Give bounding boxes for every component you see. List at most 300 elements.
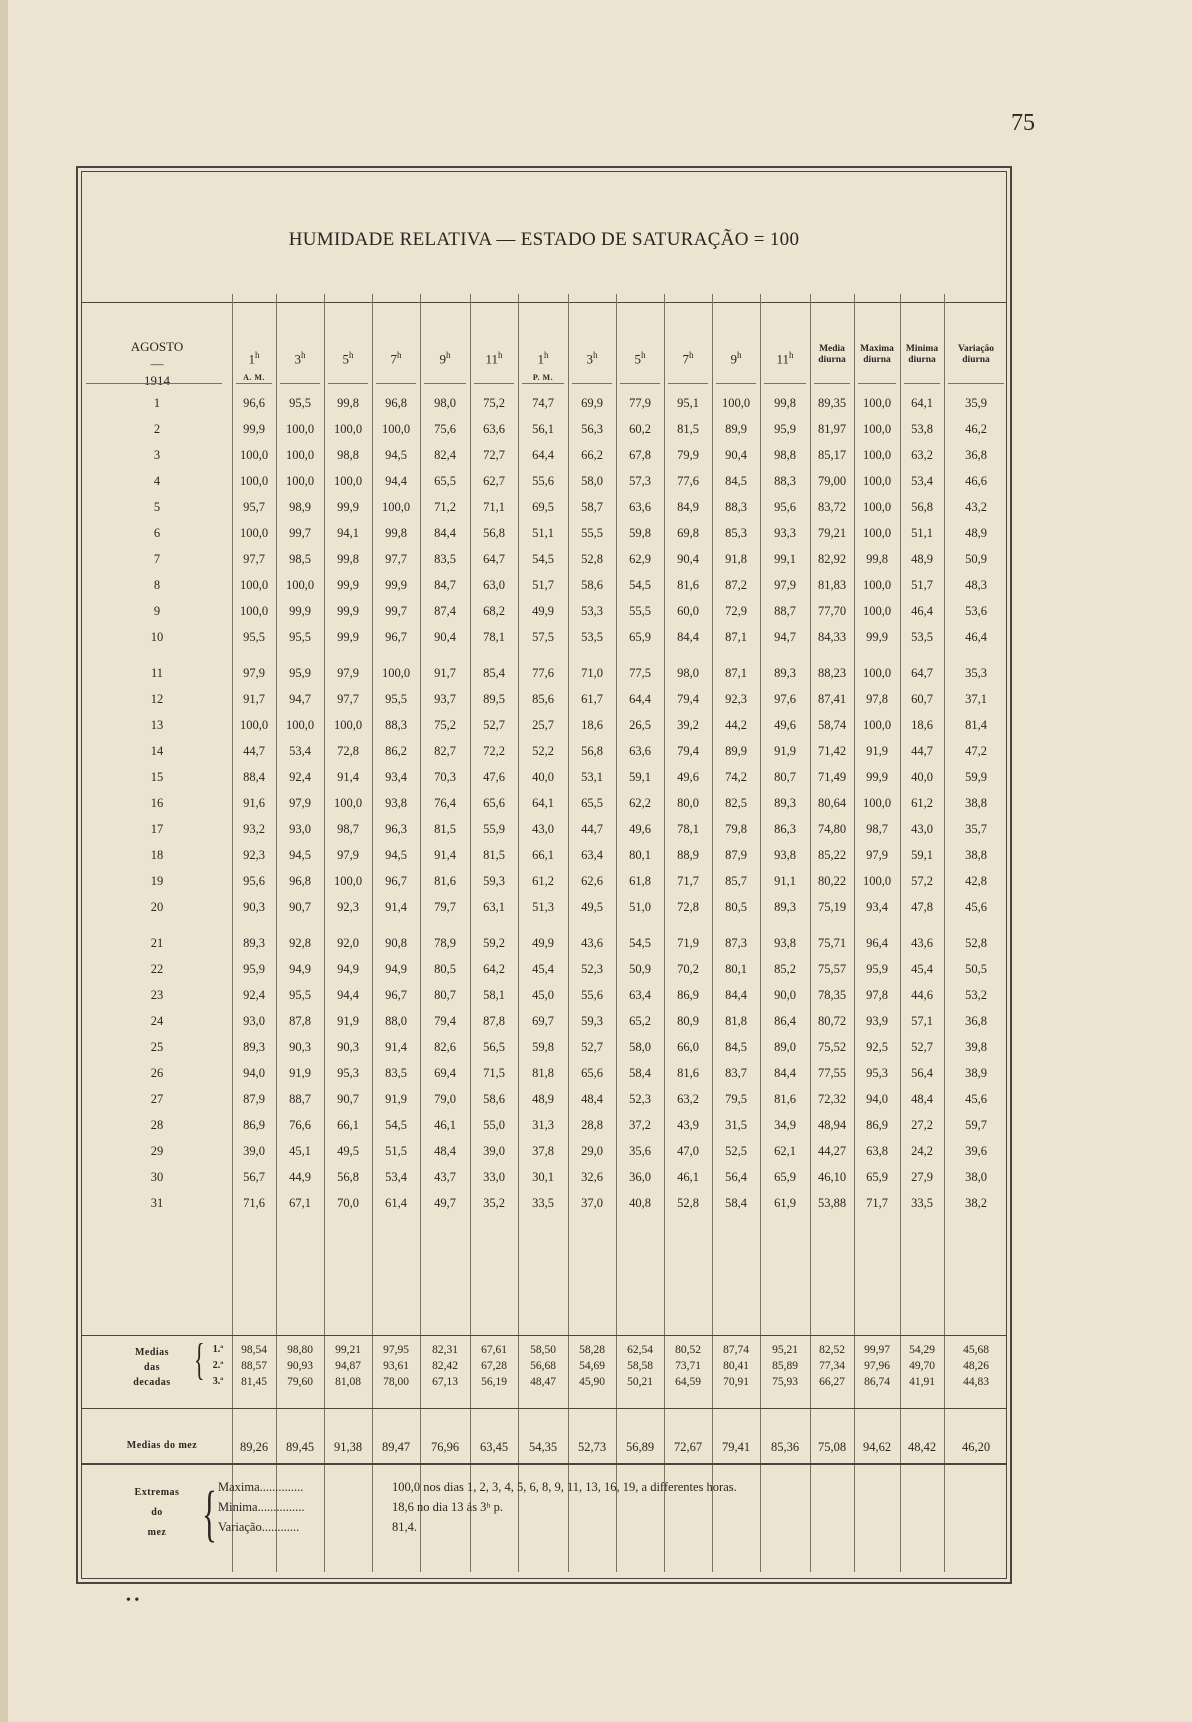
value-cell: 87,8 (289, 1014, 311, 1028)
value-cell: 90,0 (774, 988, 796, 1002)
month-mean-value: 89,26 (239, 1440, 269, 1454)
value-cell: 51,3 (532, 900, 554, 914)
value-cell: 99,8 (774, 396, 796, 410)
header-underline (236, 383, 272, 384)
stat-header-4 (944, 344, 1008, 366)
value-cell: 77,55 (817, 1066, 847, 1080)
value-cell: 51,0 (629, 900, 651, 914)
hour-suffix: h (593, 350, 598, 360)
value-cell: 43,0 (911, 822, 933, 836)
value-cell: 98,7 (866, 822, 888, 836)
value-cell: 63,2 (911, 448, 933, 462)
header-underline (474, 383, 514, 384)
value-cell: 94,5 (385, 848, 407, 862)
hour-header-11 (712, 350, 760, 373)
decade-value: 67,61 (481, 1344, 507, 1356)
value-cell: 60,7 (911, 692, 933, 706)
value-cell: 90,7 (289, 900, 311, 914)
value-cell: 96,7 (385, 988, 407, 1002)
value-cell: 40,8 (629, 1196, 651, 1210)
stat-header-line2: diurna (908, 355, 936, 365)
value-cell: 60,2 (629, 422, 651, 436)
value-cell: 91,4 (385, 900, 407, 914)
value-cell: 53,88 (817, 1196, 847, 1210)
value-cell: 83,72 (817, 500, 847, 514)
value-cell: 99,8 (385, 526, 407, 540)
value-cell: 86,2 (385, 744, 407, 758)
value-cell: 43,0 (532, 822, 554, 836)
decade-value: 64,59 (675, 1376, 701, 1388)
value-cell: 43,6 (911, 936, 933, 950)
hour-header-6 (470, 350, 518, 373)
value-cell: 51,7 (911, 578, 933, 592)
value-cell: 49,5 (337, 1144, 359, 1158)
value-cell: 100,0 (862, 604, 892, 618)
day-number: 25 (150, 1040, 164, 1054)
value-cell: 62,6 (581, 874, 603, 888)
value-cell: 87,9 (725, 848, 747, 862)
value-cell: 95,5 (289, 630, 311, 644)
value-cell: 96,3 (385, 822, 407, 836)
value-cell: 81,8 (532, 1066, 554, 1080)
value-cell: 86,9 (677, 988, 699, 1002)
value-cell: 98,5 (289, 552, 311, 566)
decade-value: 86,74 (864, 1376, 890, 1388)
value-cell: 92,0 (337, 936, 359, 950)
value-cell: 80,1 (725, 962, 747, 976)
value-cell: 79,7 (434, 900, 456, 914)
day-number: 16 (150, 796, 164, 810)
value-cell: 100,0 (239, 578, 269, 592)
value-cell: 52,3 (629, 1092, 651, 1106)
value-cell: 56,3 (581, 422, 603, 436)
value-cell: 71,9 (677, 936, 699, 950)
value-cell: 53,2 (965, 988, 987, 1002)
value-cell: 65,9 (629, 630, 651, 644)
hour-suffix: h (498, 350, 503, 360)
value-cell: 46,10 (817, 1170, 847, 1184)
value-cell: 59,1 (629, 770, 651, 784)
value-cell: 94,7 (289, 692, 311, 706)
value-cell: 49,6 (774, 718, 796, 732)
value-cell: 69,5 (532, 500, 554, 514)
value-cell: 95,5 (243, 630, 265, 644)
value-cell: 49,6 (629, 822, 651, 836)
header-underline (858, 383, 896, 384)
value-cell: 58,1 (483, 988, 505, 1002)
value-cell: 87,1 (725, 666, 747, 680)
hour-number: 3 (294, 351, 301, 367)
extremes-brace: { (202, 1480, 217, 1548)
decade-value: 66,27 (819, 1376, 845, 1388)
value-cell: 77,6 (677, 474, 699, 488)
value-cell: 97,9 (337, 848, 359, 862)
value-cell: 46,1 (434, 1118, 456, 1132)
value-cell: 84,4 (725, 988, 747, 1002)
value-cell: 87,41 (817, 692, 847, 706)
value-cell: 76,4 (434, 796, 456, 810)
month-mean-value: 72,67 (673, 1440, 703, 1454)
value-cell: 75,2 (483, 396, 505, 410)
value-cell: 62,1 (774, 1144, 796, 1158)
value-cell: 97,7 (385, 552, 407, 566)
month-dash: — (150, 356, 164, 371)
value-cell: 79,21 (817, 526, 847, 540)
day-number: 21 (150, 936, 164, 950)
value-cell: 63,1 (483, 900, 505, 914)
value-cell: 57,5 (532, 630, 554, 644)
decade-value: 85,89 (772, 1360, 798, 1372)
value-cell: 85,2 (774, 962, 796, 976)
value-cell: 57,3 (629, 474, 651, 488)
value-cell: 78,1 (677, 822, 699, 836)
value-cell: 71,6 (243, 1196, 265, 1210)
value-cell: 50,5 (965, 962, 987, 976)
value-cell: 69,8 (677, 526, 699, 540)
value-cell: 71,2 (434, 500, 456, 514)
value-cell: 100,0 (381, 666, 411, 680)
value-cell: 75,71 (817, 936, 847, 950)
value-cell: 81,5 (483, 848, 505, 862)
value-cell: 88,3 (774, 474, 796, 488)
value-cell: 100,0 (239, 526, 269, 540)
value-cell: 38,9 (965, 1066, 987, 1080)
value-cell: 96,8 (385, 396, 407, 410)
value-cell: 88,3 (385, 718, 407, 732)
value-cell: 70,2 (677, 962, 699, 976)
day-number: 23 (150, 988, 164, 1002)
value-cell: 33,0 (483, 1170, 505, 1184)
day-number: 19 (150, 874, 164, 888)
value-cell: 46,4 (965, 630, 987, 644)
month-mean-value: 76,96 (430, 1440, 460, 1454)
value-cell: 79,4 (677, 692, 699, 706)
hour-number: 3 (586, 351, 593, 367)
value-cell: 56,5 (483, 1040, 505, 1054)
value-cell: 94,1 (337, 526, 359, 540)
decade-value: 70,91 (723, 1376, 749, 1388)
value-cell: 58,6 (581, 578, 603, 592)
value-cell: 71,7 (866, 1196, 888, 1210)
value-cell: 100,0 (239, 604, 269, 618)
stat-header-1 (810, 344, 854, 366)
value-cell: 55,5 (629, 604, 651, 618)
value-cell: 100,0 (862, 474, 892, 488)
decade-value: 58,50 (530, 1344, 556, 1356)
value-cell: 71,1 (483, 500, 505, 514)
value-cell: 56,8 (911, 500, 933, 514)
value-cell: 71,42 (817, 744, 847, 758)
value-cell: 95,3 (337, 1066, 359, 1080)
value-cell: 78,1 (483, 630, 505, 644)
value-cell: 85,17 (817, 448, 847, 462)
value-cell: 77,9 (629, 396, 651, 410)
value-cell: 93,7 (434, 692, 456, 706)
value-cell: 95,1 (677, 396, 699, 410)
stat-header-line2: diurna (818, 355, 846, 365)
value-cell: 99,8 (866, 552, 888, 566)
day-number: 30 (150, 1170, 164, 1184)
value-cell: 59,3 (581, 1014, 603, 1028)
header-underline (280, 383, 320, 384)
value-cell: 35,7 (965, 822, 987, 836)
value-cell: 40,0 (532, 770, 554, 784)
value-cell: 45,4 (532, 962, 554, 976)
decade-value: 81,08 (335, 1376, 361, 1388)
value-cell: 88,23 (817, 666, 847, 680)
value-cell: 62,9 (629, 552, 651, 566)
hour-header-5 (420, 350, 470, 373)
hour-number: 9 (439, 351, 446, 367)
day-number: 24 (150, 1014, 164, 1028)
value-cell: 95,9 (774, 422, 796, 436)
value-cell: 45,0 (532, 988, 554, 1002)
value-cell: 99,9 (866, 770, 888, 784)
value-cell: 95,9 (289, 666, 311, 680)
value-cell: 56,8 (337, 1170, 359, 1184)
value-cell: 97,8 (866, 692, 888, 706)
value-cell: 45,6 (965, 900, 987, 914)
value-cell: 86,4 (774, 1014, 796, 1028)
value-cell: 18,6 (911, 718, 933, 732)
value-cell: 59,7 (965, 1118, 987, 1132)
day-number: 18 (150, 848, 164, 862)
value-cell: 27,2 (911, 1118, 933, 1132)
value-cell: 91,8 (725, 552, 747, 566)
value-cell: 33,5 (911, 1196, 933, 1210)
hour-header-1 (232, 350, 276, 382)
value-cell: 84,5 (725, 474, 747, 488)
value-cell: 98,0 (677, 666, 699, 680)
value-cell: 72,7 (483, 448, 505, 462)
value-cell: 74,2 (725, 770, 747, 784)
value-cell: 95,9 (243, 962, 265, 976)
value-cell: 53,4 (911, 474, 933, 488)
month-mean-value: 94,62 (862, 1440, 892, 1454)
value-cell: 59,9 (965, 770, 987, 784)
day-number: 20 (150, 900, 164, 914)
value-cell: 95,3 (866, 1066, 888, 1080)
decades-label-line3: decadas (133, 1377, 171, 1388)
value-cell: 89,0 (774, 1040, 796, 1054)
value-cell: 75,52 (817, 1040, 847, 1054)
value-cell: 53,5 (911, 630, 933, 644)
value-cell: 58,0 (629, 1040, 651, 1054)
value-cell: 97,8 (866, 988, 888, 1002)
value-cell: 93,0 (243, 1014, 265, 1028)
value-cell: 89,3 (774, 796, 796, 810)
decade-value: 62,54 (627, 1344, 653, 1356)
value-cell: 99,9 (337, 500, 359, 514)
month-mean-value: 85,36 (770, 1440, 800, 1454)
value-cell: 35,6 (629, 1144, 651, 1158)
value-cell: 97,7 (337, 692, 359, 706)
value-cell: 95,5 (289, 988, 311, 1002)
value-cell: 44,7 (911, 744, 933, 758)
value-cell: 46,1 (677, 1170, 699, 1184)
value-cell: 51,1 (532, 526, 554, 540)
header-underline (668, 383, 708, 384)
decade-value: 50,21 (627, 1376, 653, 1388)
value-cell: 18,6 (581, 718, 603, 732)
value-cell: 99,9 (289, 604, 311, 618)
value-cell: 100,0 (333, 796, 363, 810)
value-cell: 91,9 (866, 744, 888, 758)
value-cell: 63,6 (483, 422, 505, 436)
value-cell: 61,9 (774, 1196, 796, 1210)
value-cell: 47,2 (965, 744, 987, 758)
value-cell: 63,4 (581, 848, 603, 862)
value-cell: 51,7 (532, 578, 554, 592)
decade-value: 88,57 (241, 1360, 267, 1372)
value-cell: 89,9 (725, 744, 747, 758)
value-cell: 93,4 (866, 900, 888, 914)
value-cell: 44,9 (289, 1170, 311, 1184)
stat-header-3 (900, 344, 944, 366)
value-cell: 52,7 (581, 1040, 603, 1054)
value-cell: 87,2 (725, 578, 747, 592)
stat-header-line1: Variação (957, 344, 995, 354)
value-cell: 71,5 (483, 1066, 505, 1080)
value-cell: 72,2 (483, 744, 505, 758)
value-cell: 91,9 (337, 1014, 359, 1028)
value-cell: 91,4 (337, 770, 359, 784)
value-cell: 90,4 (725, 448, 747, 462)
value-cell: 44,7 (243, 744, 265, 758)
decade-value: 98,54 (241, 1344, 267, 1356)
value-cell: 84,33 (817, 630, 847, 644)
decade-label: 2.ª (212, 1360, 224, 1371)
header-underline (764, 383, 806, 384)
value-cell: 100,0 (381, 500, 411, 514)
value-cell: 100,0 (862, 526, 892, 540)
value-cell: 78,9 (434, 936, 456, 950)
value-cell: 94,9 (337, 962, 359, 976)
value-cell: 100,0 (721, 396, 751, 410)
value-cell: 75,57 (817, 962, 847, 976)
value-cell: 100,0 (285, 474, 315, 488)
value-cell: 65,6 (483, 796, 505, 810)
value-cell: 82,5 (725, 796, 747, 810)
value-cell: 83,7 (725, 1066, 747, 1080)
extreme-min-text: 18,6 no dia 13 ás 3ʰ p. (392, 1500, 503, 1514)
decade-value: 58,58 (627, 1360, 653, 1372)
value-cell: 51,5 (385, 1144, 407, 1158)
value-cell: 91,4 (434, 848, 456, 862)
value-cell: 43,9 (677, 1118, 699, 1132)
value-cell: 81,6 (677, 578, 699, 592)
value-cell: 79,5 (725, 1092, 747, 1106)
value-cell: 64,2 (483, 962, 505, 976)
value-cell: 53,4 (289, 744, 311, 758)
value-cell: 83,5 (434, 552, 456, 566)
value-cell: 100,0 (333, 874, 363, 888)
value-cell: 82,4 (434, 448, 456, 462)
value-cell: 93,2 (243, 822, 265, 836)
value-cell: 55,6 (581, 988, 603, 1002)
value-cell: 61,2 (532, 874, 554, 888)
value-cell: 88,0 (385, 1014, 407, 1028)
hour-suffix: h (544, 350, 549, 360)
value-cell: 88,9 (677, 848, 699, 862)
hour-number: 7 (682, 351, 689, 367)
value-cell: 42,8 (965, 874, 987, 888)
hour-header-4 (372, 350, 420, 373)
footer-marks: • • (126, 1593, 140, 1608)
header-underline (572, 383, 612, 384)
value-cell: 77,70 (817, 604, 847, 618)
value-cell: 94,9 (289, 962, 311, 976)
day-number: 17 (150, 822, 164, 836)
decade-value: 49,70 (909, 1360, 935, 1372)
decade-value: 78,00 (383, 1376, 409, 1388)
value-cell: 88,7 (774, 604, 796, 618)
month-mean-value: 89,47 (381, 1440, 411, 1454)
value-cell: 93,4 (385, 770, 407, 784)
day-number: 11 (150, 666, 164, 680)
value-cell: 79,8 (725, 822, 747, 836)
value-cell: 59,1 (911, 848, 933, 862)
value-cell: 53,5 (581, 630, 603, 644)
value-cell: 52,7 (483, 718, 505, 732)
hour-suffix: h (255, 350, 260, 360)
value-cell: 80,0 (677, 796, 699, 810)
value-cell: 94,4 (337, 988, 359, 1002)
day-number: 13 (150, 718, 164, 732)
value-cell: 87,8 (483, 1014, 505, 1028)
value-cell: 52,3 (581, 962, 603, 976)
day-number: 5 (153, 500, 161, 514)
hour-header-8 (568, 350, 616, 373)
value-cell: 79,00 (817, 474, 847, 488)
month-means-divider (82, 1408, 1006, 1409)
decades-label-line1: Medias (134, 1347, 170, 1358)
value-cell: 37,8 (532, 1144, 554, 1158)
value-cell: 62,2 (629, 796, 651, 810)
value-cell: 50,9 (965, 552, 987, 566)
value-cell: 53,8 (911, 422, 933, 436)
year-label: 1914 (144, 373, 170, 388)
extreme-var-text: 81,4. (392, 1520, 417, 1534)
value-cell: 74,7 (532, 396, 554, 410)
decade-value: 79,60 (287, 1376, 313, 1388)
day-number: 8 (153, 578, 161, 592)
value-cell: 97,7 (243, 552, 265, 566)
value-cell: 63,8 (866, 1144, 888, 1158)
value-cell: 90,7 (337, 1092, 359, 1106)
value-cell: 100,0 (239, 474, 269, 488)
extremes-label (112, 1483, 202, 1543)
value-cell: 69,9 (581, 396, 603, 410)
value-cell: 99,9 (866, 630, 888, 644)
value-cell: 25,7 (532, 718, 554, 732)
value-cell: 92,3 (337, 900, 359, 914)
value-cell: 81,83 (817, 578, 847, 592)
decade-value: 48,26 (963, 1360, 989, 1372)
decade-value: 97,95 (383, 1344, 409, 1356)
value-cell: 100,0 (862, 796, 892, 810)
value-cell: 64,1 (532, 796, 554, 810)
decade-value: 45,90 (579, 1376, 605, 1388)
day-number: 14 (150, 744, 164, 758)
value-cell: 63,6 (629, 500, 651, 514)
day-number: 31 (150, 1196, 164, 1210)
hour-suffix: h (641, 350, 646, 360)
value-cell: 79,9 (677, 448, 699, 462)
hour-header-9 (616, 350, 664, 373)
value-cell: 49,7 (434, 1196, 456, 1210)
value-cell: 91,9 (289, 1066, 311, 1080)
